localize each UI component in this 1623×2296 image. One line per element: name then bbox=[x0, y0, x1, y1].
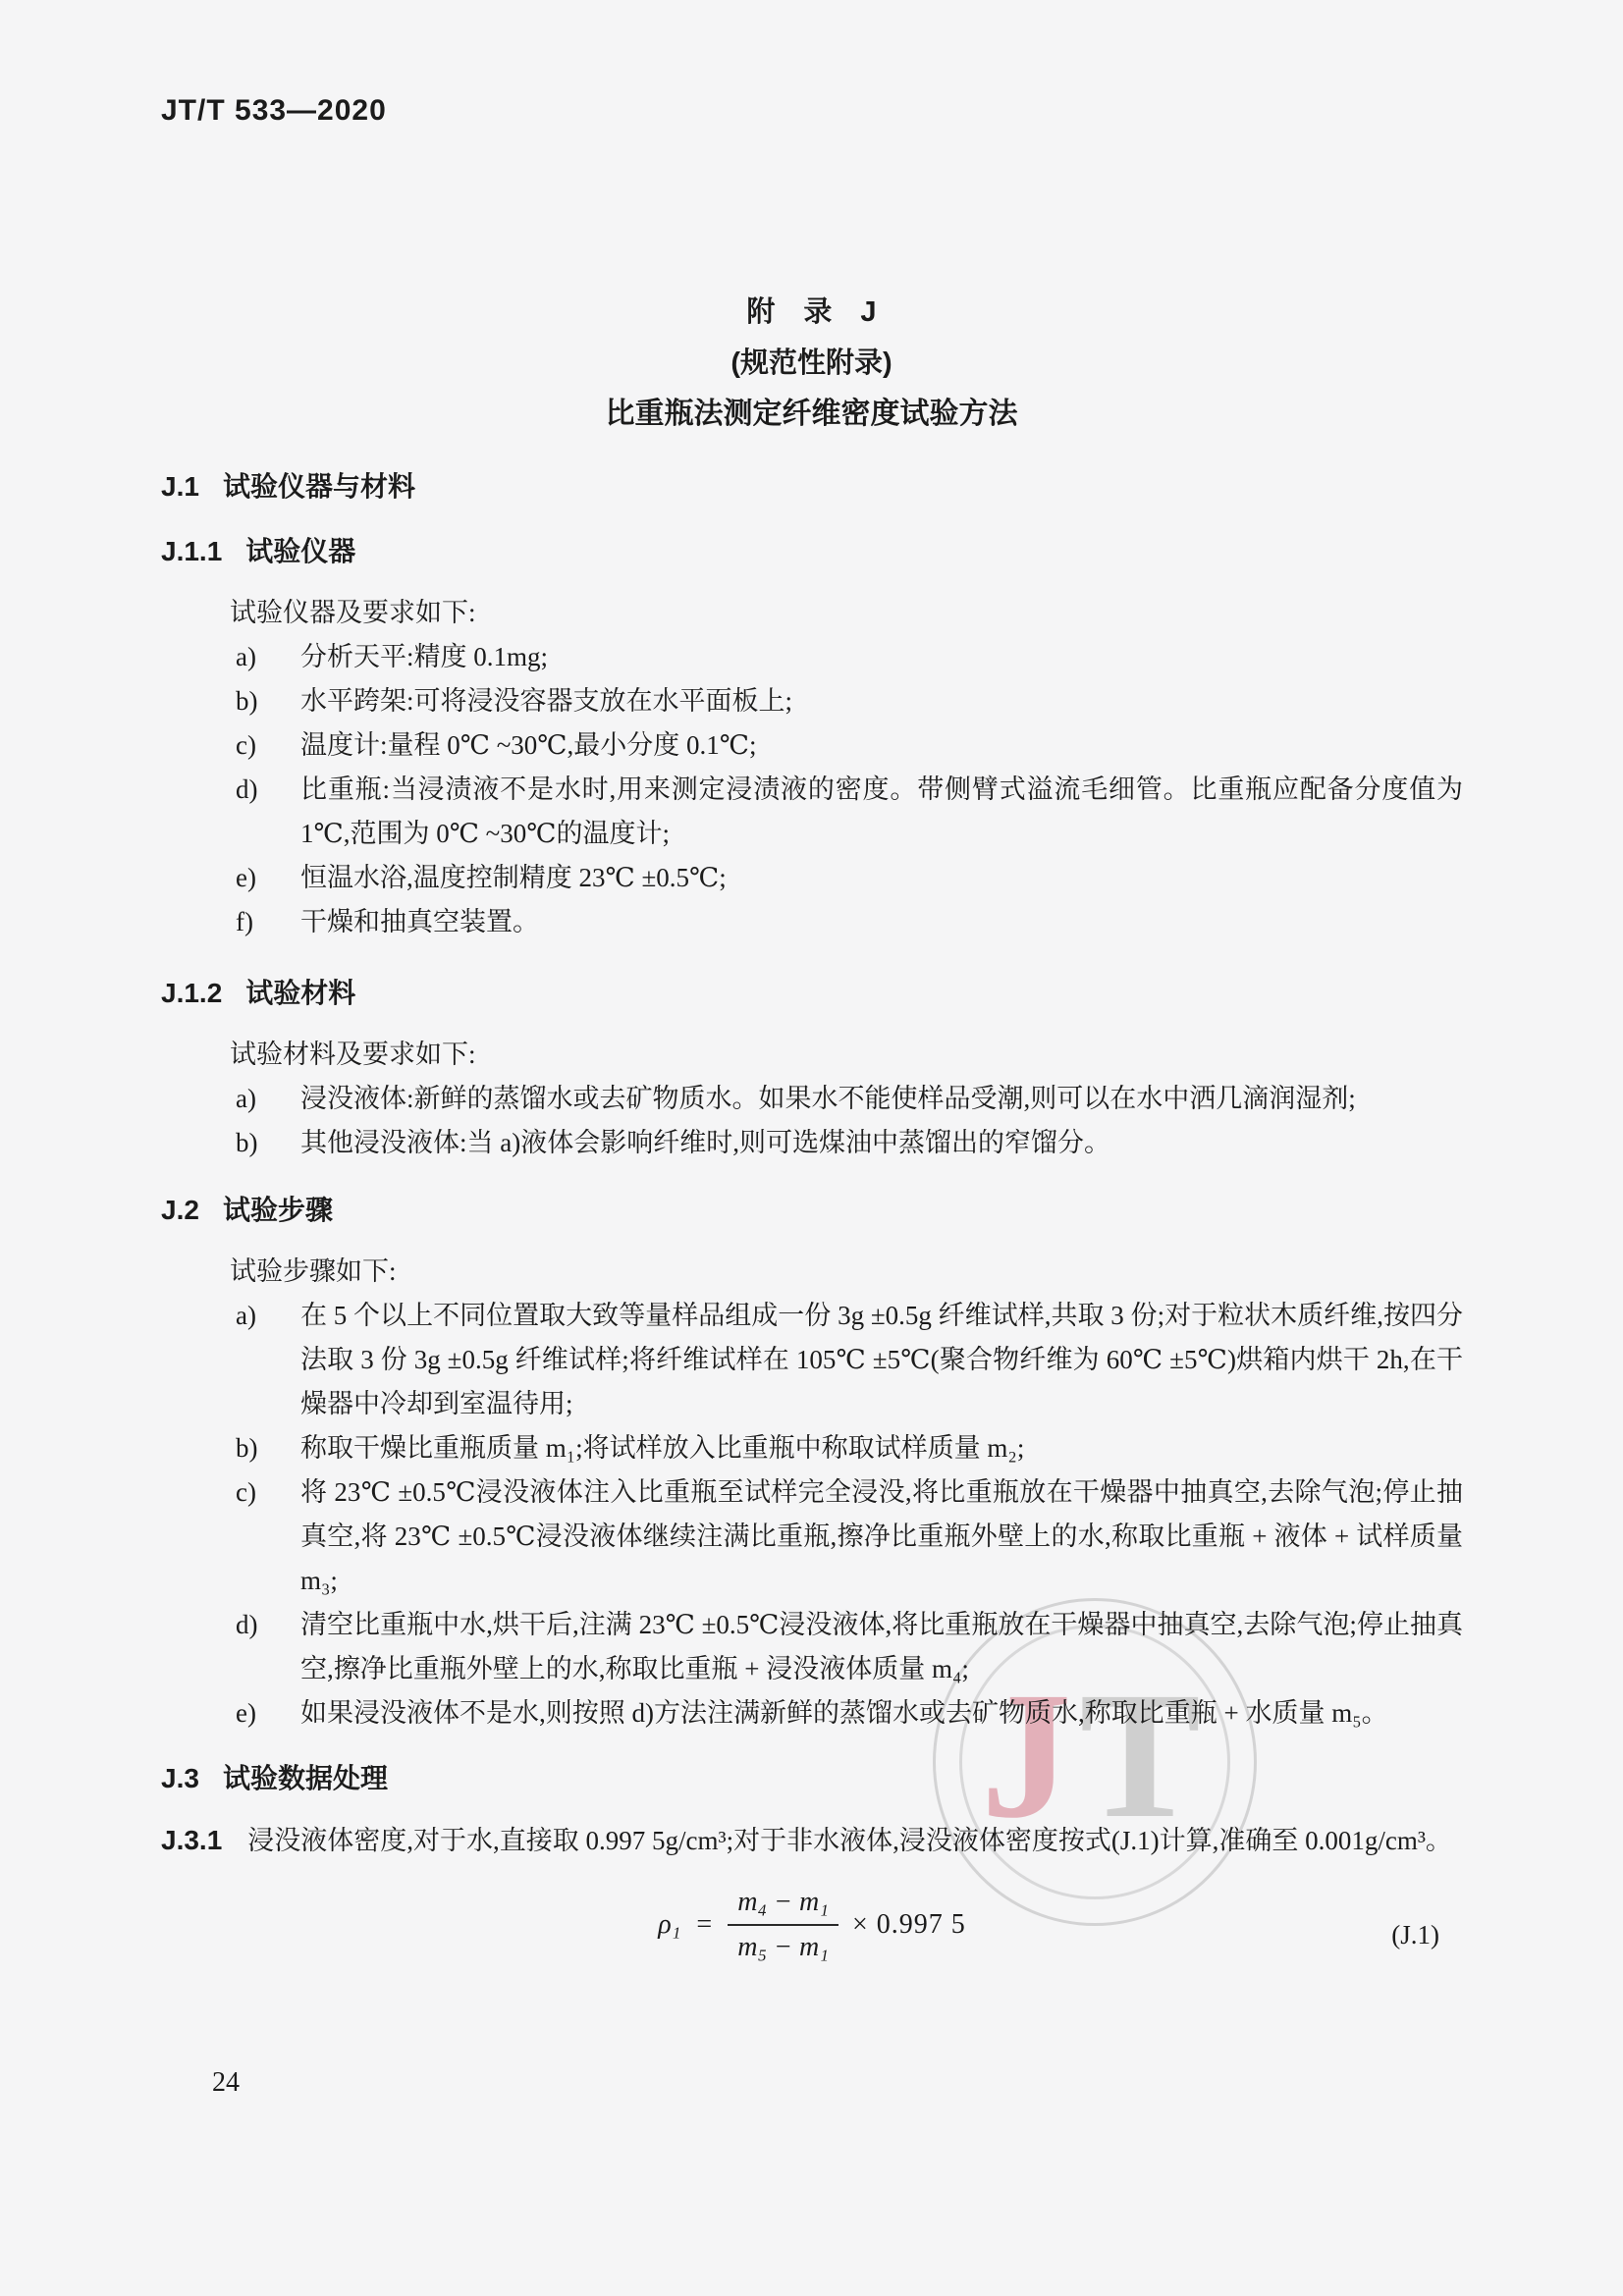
list-item bbox=[161, 768, 1463, 856]
list-marker: e) bbox=[236, 863, 256, 892]
list-item bbox=[161, 900, 1463, 944]
formula-block bbox=[161, 1887, 1463, 2004]
paragraph-text: 浸没液体密度,对于水,直接取 0.997 5g/cm³;对于非水液体,浸没液体密度按式(J.1)计算,准确至 0.001g/cm³。 bbox=[247, 1826, 1452, 1855]
list-marker: a) bbox=[236, 642, 256, 671]
list-text: 其他浸没液体:当 a)液体会影响纤维时,则可选煤油中蒸馏出的窄馏分。 bbox=[300, 1128, 1110, 1157]
content-column bbox=[161, 467, 1463, 2004]
list-text: 干燥和抽真空装置。 bbox=[300, 907, 539, 936]
formula-j1 bbox=[161, 1887, 1463, 1963]
list-marker: b) bbox=[236, 1433, 258, 1463]
section-number: J.1.2 bbox=[161, 978, 223, 1008]
list-item bbox=[161, 635, 1463, 679]
formula-label: (J.1) bbox=[1391, 1920, 1439, 1949]
list-item bbox=[161, 723, 1463, 768]
document-code: JT/T 533—2020 bbox=[161, 94, 387, 127]
list-marker: a) bbox=[236, 1301, 256, 1330]
list-text: 水平跨架:可将浸没容器支放在水平面板上; bbox=[300, 686, 793, 716]
appendix-title-block bbox=[0, 287, 1623, 440]
list-text: 清空比重瓶中水,烘干后,注满 23℃ ±0.5℃浸没液体,将比重瓶放在干燥器中抽真空,去除气泡;停止抽真空,擦净比重瓶外壁上的水,称取比重瓶 + 浸没液体质量 m₄; bbox=[300, 1610, 1463, 1683]
list-marker: e) bbox=[236, 1698, 256, 1728]
list-item bbox=[161, 1121, 1463, 1165]
list-text: 在 5 个以上不同位置取大致等量样品组成一份 3g ±0.5g 纤维试样,共取 3 份;对于粒状木质纤维,按四分法取 3 份 3g ±0.5g 纤维试样;将纤维试样在 105℃ ±5℃(聚合物纤维为 60℃ ±5℃)烘箱内烘干 2h,在干燥器中冷却到室温待用; bbox=[300, 1301, 1463, 1418]
material-list bbox=[161, 1077, 1463, 1165]
instrument-list bbox=[161, 635, 1463, 944]
list-marker: c) bbox=[236, 1477, 256, 1507]
list-text: 浸没液体:新鲜的蒸馏水或去矿物质水。如果水不能使样品受潮,则可以在水中洒几滴润湿剂; bbox=[300, 1084, 1356, 1113]
list-item bbox=[161, 856, 1463, 900]
stamp-letter-t: T bbox=[1079, 1655, 1209, 1856]
list-marker: a) bbox=[236, 1084, 256, 1113]
formula-expression bbox=[658, 1887, 966, 1963]
paragraph-number: J.3.1 bbox=[161, 1825, 223, 1855]
appendix-heading: 比重瓶法测定纤维密度试验方法 bbox=[605, 398, 1018, 430]
procedure-list bbox=[161, 1294, 1463, 1735]
list-text: 温度计:量程 0℃ ~30℃,最小分度 0.1℃; bbox=[300, 730, 757, 760]
section-heading-j12 bbox=[161, 974, 1463, 1013]
appendix-title: 附 录 J bbox=[746, 296, 877, 328]
section-number: J.3 bbox=[161, 1763, 199, 1793]
section-heading-j3 bbox=[161, 1759, 1463, 1798]
page-number: 24 bbox=[212, 2067, 240, 2098]
section-number: J.1 bbox=[161, 471, 199, 502]
section-number: J.2 bbox=[161, 1195, 199, 1225]
list-text: 分析天平:精度 0.1mg; bbox=[300, 642, 549, 671]
intro-paragraph: 试验仪器及要求如下: bbox=[230, 598, 476, 627]
list-item bbox=[161, 1294, 1463, 1426]
formula-fraction bbox=[728, 1887, 839, 1963]
appendix-subtitle: (规范性附录) bbox=[730, 347, 893, 379]
formula-equals: = bbox=[696, 1909, 713, 1940]
list-text: 恒温水浴,温度控制精度 23℃ ±0.5℃; bbox=[300, 863, 727, 892]
list-item bbox=[161, 1691, 1463, 1735]
list-marker: b) bbox=[236, 1128, 258, 1157]
section-heading-j1 bbox=[161, 467, 1463, 507]
list-marker: d) bbox=[236, 774, 258, 804]
list-item bbox=[161, 679, 1463, 723]
section-title: 试验步骤 bbox=[222, 1195, 333, 1225]
list-marker: f) bbox=[236, 907, 253, 936]
list-text: 如果浸没液体不是水,则按照 d)方法注满新鲜的蒸馏水或去矿物质水,称取比重瓶 + 水质量 m₅。 bbox=[300, 1698, 1388, 1728]
list-text: 称取干燥比重瓶质量 m₁;将试样放入比重瓶中称取试样质量 m₂; bbox=[300, 1433, 1025, 1463]
list-text: 比重瓶:当浸渍液不是水时,用来测定浸渍液的密度。带侧臂式溢流毛细管。比重瓶应配备分度值为 1℃,范围为 0℃ ~30℃的温度计; bbox=[300, 774, 1463, 848]
formula-lhs: ρ₁ bbox=[658, 1909, 681, 1940]
paragraph-j31 bbox=[161, 1818, 1463, 1863]
formula-factor: × 0.997 5 bbox=[852, 1909, 966, 1940]
list-item bbox=[161, 1603, 1463, 1691]
formula-numerator: m₄ − m₁ bbox=[728, 1887, 839, 1926]
section-title: 试验仪器 bbox=[245, 536, 356, 566]
stamp-letter-j: J bbox=[981, 1655, 1080, 1856]
section-title: 试验数据处理 bbox=[222, 1763, 388, 1793]
list-marker: d) bbox=[236, 1610, 258, 1639]
list-text: 将 23℃ ±0.5℃浸没液体注入比重瓶至试样完全浸没,将比重瓶放在干燥器中抽真空,去除气泡;停止抽真空,将 23℃ ±0.5℃浸没液体继续注满比重瓶,擦净比重瓶外壁上的水,称取比重瓶 + 液体 + 试样质量 m₃; bbox=[300, 1477, 1463, 1595]
section-number: J.1.1 bbox=[161, 536, 223, 566]
list-item bbox=[161, 1470, 1463, 1603]
section-title: 试验仪器与材料 bbox=[222, 471, 415, 502]
list-marker: c) bbox=[236, 730, 256, 760]
intro-paragraph: 试验步骤如下: bbox=[230, 1256, 397, 1286]
list-item bbox=[161, 1426, 1463, 1470]
formula-denominator: m₅ − m₁ bbox=[737, 1932, 829, 1962]
intro-paragraph: 试验材料及要求如下: bbox=[230, 1040, 476, 1069]
section-heading-j11 bbox=[161, 532, 1463, 571]
section-title: 试验材料 bbox=[245, 978, 356, 1008]
list-item bbox=[161, 1077, 1463, 1121]
section-heading-j2 bbox=[161, 1191, 1463, 1230]
list-marker: b) bbox=[236, 686, 258, 716]
